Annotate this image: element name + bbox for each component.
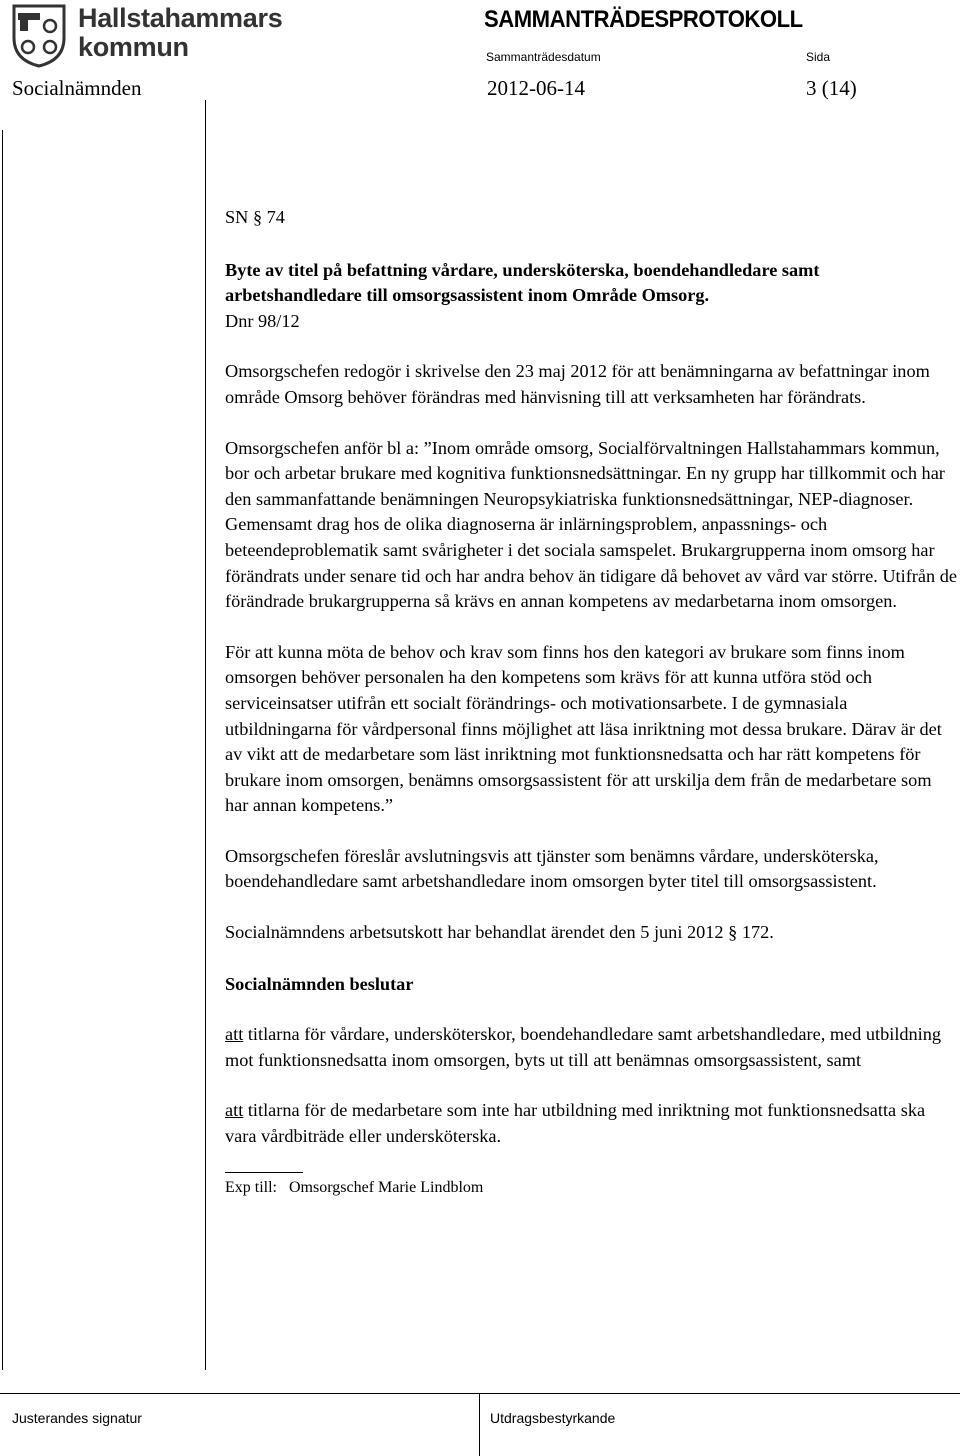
decision-item — [225, 1098, 957, 1149]
meeting-date-label: Sammanträdesdatum — [486, 50, 601, 64]
extract-verification-label: Utdragsbestyrkande — [490, 1410, 616, 1426]
logo-line-2: kommun — [78, 32, 189, 62]
meeting-date: 2012-06-14 — [487, 76, 585, 100]
minutes-section — [225, 205, 957, 1199]
body-paragraph: För att kunna möta de behov och krav som finns hos den kategori av brukare som finns inom omsorgen behöver personalen ha den kompetens som krävs för att kunna utföra stöd och serviceinsatser utifrån ett socialt förändrings- och motivationsarbete. I de gymnasiala utbildningarna för vårdpersonal finns möjlighet att läsa inriktning mot dessa brukare. Därav är det av vikt att de medarbetare som läst inriktning mot funktionsnedsatta och har rätt kompetens för brukare inom omsorgen, benämns omsorgsassistent för att urskilja dem från de medarbetare som har annan kompetens.” — [225, 641, 942, 816]
decision-text: titlarna för de medarbetare som inte har utbildning med inriktning mot funktionsnedsatta ska vara vårdbiträde eller undersköterska. — [225, 1100, 926, 1147]
logo-line-1: Hallstahammars — [78, 3, 283, 33]
footer-column-divider — [479, 1393, 480, 1456]
signature-label: Justerandes signatur — [12, 1410, 142, 1426]
municipality-coat-of-arms-icon — [12, 4, 66, 68]
att-keyword: att — [225, 1024, 244, 1045]
att-keyword: att — [225, 1100, 244, 1121]
left-margin-rule — [2, 130, 3, 1370]
document-type-title: SAMMANTRÄDESPROTOKOLL — [484, 6, 803, 33]
case-title: Byte av titel på befattning vårdare, undersköterska, boendehandledare samt arbetshandledare till omsorgsassistent inom Område Omsorg. — [225, 259, 820, 306]
footer-divider — [0, 1393, 960, 1394]
margin-rule — [205, 100, 206, 1370]
decision-text: titlarna för vårdare, undersköterskor, boendehandledare samt arbetshandledare, med utbildning mot funktionsnedsatta inom omsorgen, byts ut till att benämnas omsorgsassistent, samt — [225, 1024, 942, 1070]
decision-item — [225, 1022, 957, 1073]
page-number: 3 (14) — [806, 76, 857, 100]
municipality-logo-text — [78, 4, 282, 62]
committee-name: Socialnämnden — [12, 76, 142, 100]
body-paragraph: Omsorgschefen föreslår avslutningsvis att tjänster som benämns vårdare, undersköterska, boendehandledare samt arbetshandledare inom omsorgen byter titel till omsorgsassistent. — [225, 845, 879, 892]
decision-heading: Socialnämnden beslutar — [225, 973, 414, 994]
body-paragraph: Omsorgschefen redogör i skrivelse den 23 maj 2012 för att benämningarna av befattningar inom område Omsorg behöver förändras med hänvisning till att verksamheten har förändrats. — [225, 361, 930, 407]
case-paragraph-number: SN § 74 — [225, 207, 285, 227]
body-paragraph: Socialnämndens arbetsutskott har behandlat ärendet den 5 juni 2012 § 172. — [225, 922, 774, 943]
page-label: Sida — [806, 50, 831, 64]
divider — [225, 1172, 303, 1173]
distribution-list: Exp till: Omsorgschef Marie Lindblom — [225, 1178, 484, 1196]
registration-number: Dnr 98/12 — [225, 310, 300, 331]
body-paragraph: Omsorgschefen anför bl a: ”Inom område omsorg, Socialförvaltningen Hallstahammars kommun, bor och arbetar brukare med kognitiva funktionsnedsättningar. En ny grupp har tillkommit och har den sammanfattande benämningen Neuropsykiatriska funktionsnedsättningar, NEP-diagnoser. Gemensamt drag hos de olika diagnoserna är inlärningsproblem, anpassnings- och beteendeproblematik samt svårigheter i det sociala samspelet. Brukargrupperna inom omsorg har förändrats under senare tid och har andra behov än tidigare då behovet av vård var större. Utifrån de förändrade brukargrupperna så krävs en annan kompetens av medarbetarna inom omsorgen. — [225, 437, 957, 612]
